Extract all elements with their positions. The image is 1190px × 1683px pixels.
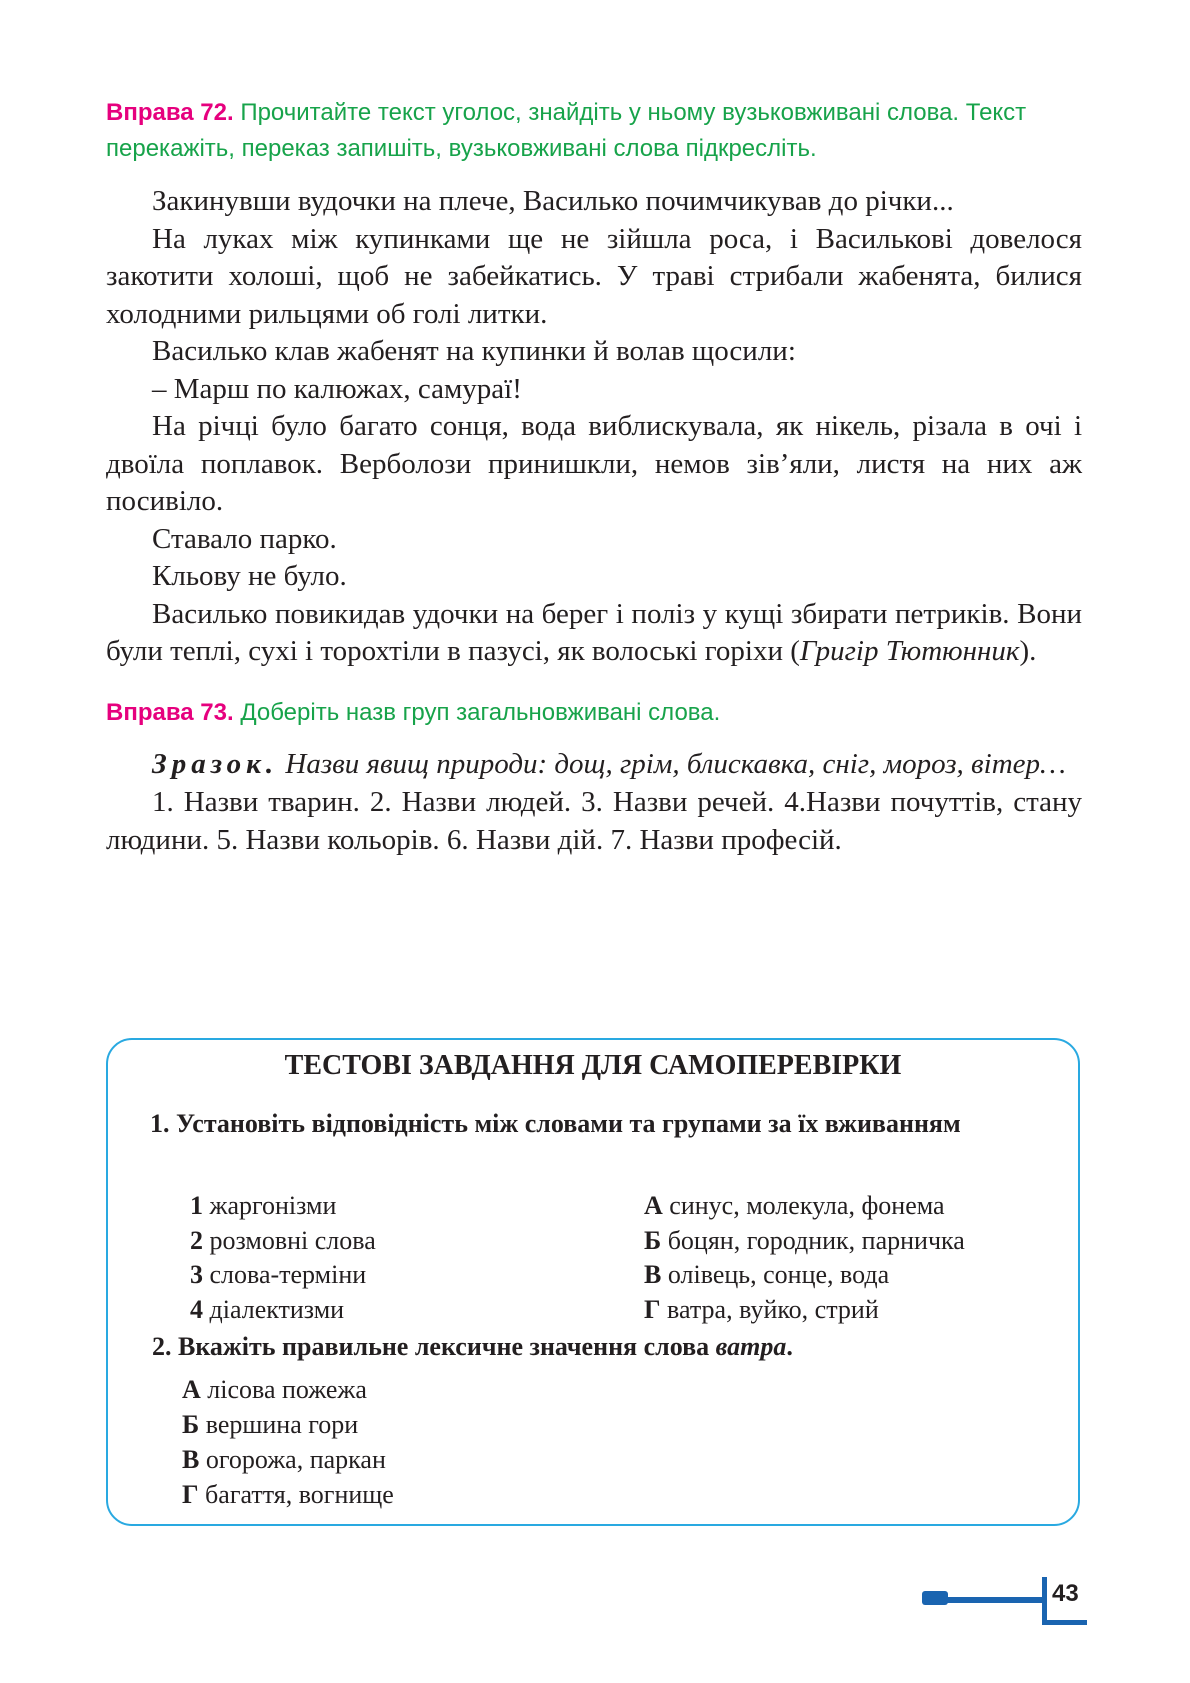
sample-text: Назви явищ природи: дощ, грім, блискавка, сніг, мороз, вітер… <box>285 747 1066 780</box>
story-paragraph: Закинувши вудочки на плече, Василько почимчикував до річки... <box>152 185 954 217</box>
question-2: 2. Вкажіть правильне лексичне значення слова ватра. <box>152 1332 793 1361</box>
group-list: 1. Назви тварин. 2. Назви людей. 3. Назви речей. 4.Назви почуттів, стану людини. 5. Назви кольорів. 6. Назви дій. 7. Назви професій. <box>106 785 1082 856</box>
story-author: Григір Тютюнник <box>799 635 1020 667</box>
story-paragraph: Кльову не було. <box>152 560 347 592</box>
match-right-item: Б боцян, городник, парничка <box>644 1225 965 1255</box>
self-check-title: ТЕСТОВІ ЗАВДАННЯ ДЛЯ САМОПЕРЕВІРКИ <box>284 1050 902 1081</box>
story-paragraph: На річці було багато сонця, вода виблискувала, як нікель, різала в очі і двоїла поплавок. Верболози принишкли, немов зів’яли, листя на них аж посивіло. <box>106 410 1082 517</box>
exercise-73-label: Вправа 73. <box>106 698 234 726</box>
match-right-item: В олівець, сонце, вода <box>644 1260 890 1289</box>
page-content <box>106 95 1082 859</box>
match-right-column <box>644 1189 965 1327</box>
footer-rule <box>932 1597 1042 1603</box>
answer-option: Б вершина гори <box>182 1410 359 1439</box>
exercise-73-body <box>106 745 1082 859</box>
story-paragraph: Василько повикидав удочки на берег і поліз у кущі збирати петриків. Вони були теплі, сухі і торохтіли в пазусі, як волоські горіхи (Григір Тютюнник). <box>106 597 1082 667</box>
exercise-72-label: Вправа 72. <box>106 99 234 126</box>
footer-corner <box>1042 1577 1047 1625</box>
sample-label: Зразок. <box>152 747 279 780</box>
match-left-item: 3 слова-терміни <box>190 1260 367 1289</box>
story-paragraph: – Марш по калюжах, самураї! <box>152 372 522 405</box>
story-paragraph: Василько клав жабенят на купинки й волав щосили: <box>152 335 796 367</box>
sample-line <box>106 745 1082 783</box>
match-right-item: Г ватра, вуйко, стрий <box>644 1294 879 1324</box>
answer-option: А лісова пожежа <box>182 1375 367 1404</box>
match-left-item: 1 жаргонізми <box>190 1191 337 1220</box>
answer-option: Г багаття, вогнище <box>182 1480 394 1509</box>
footer-corner-base <box>1042 1620 1087 1625</box>
story-text <box>106 183 1082 671</box>
answer-option: В огорожа, паркан <box>182 1445 386 1474</box>
match-left-item: 4 діалектизми <box>190 1294 345 1324</box>
exercise-73-instruction: Доберіть назв груп загальновживані слова. <box>240 698 721 726</box>
question-2-options <box>182 1372 394 1512</box>
exercise-72-instruction: Прочитайте текст уголос, знайдіть у ньому вузьковживані слова. Текст перекажіть, переказ запишіть, вузьковживані слова підкресліть. <box>106 99 1027 162</box>
question-2-word: ватра <box>715 1332 787 1361</box>
match-left-item: 2 розмовні слова <box>190 1225 376 1255</box>
match-right-item: А синус, молекула, фонема <box>644 1191 945 1220</box>
page-number: 43 <box>1052 1580 1079 1607</box>
self-check-box <box>106 1038 1080 1526</box>
story-paragraph: Ставало парко. <box>152 522 337 555</box>
story-paragraph: На луках між купинками ще не зійшла роса, і Василькові довелося закотити холоші, щоб не забейкатись. У траві стрибали жабенята, билися холодними рильцями об голі литки. <box>106 222 1082 330</box>
exercise-73-heading <box>106 695 1082 731</box>
exercise-72-heading <box>106 95 1082 167</box>
question-1: 1. Установіть відповідність між словами та групами за їх вживанням <box>150 1109 961 1138</box>
match-left-column <box>190 1189 376 1327</box>
